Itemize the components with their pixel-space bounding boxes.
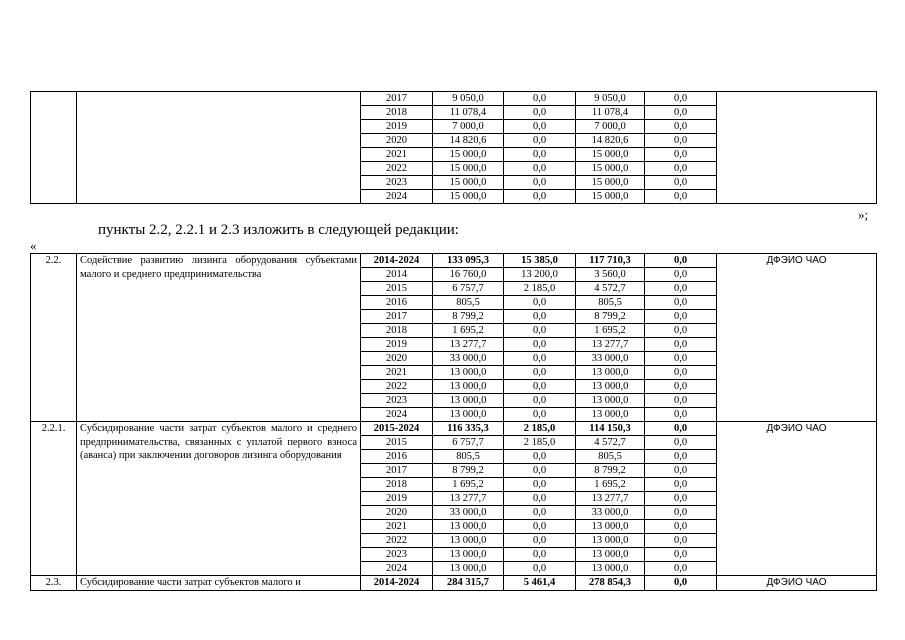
funding-cell: 15 000,0 [576, 148, 645, 162]
total-cell: 13 000,0 [433, 562, 504, 576]
funding-cell: 13 000,0 [576, 380, 645, 394]
total-cell: 13 000,0 [433, 548, 504, 562]
funding-cell: 805,5 [576, 450, 645, 464]
total-cell: 13 277,7 [433, 492, 504, 506]
funding-cell: 0,0 [645, 464, 717, 478]
funding-cell: 2 185,0 [504, 282, 576, 296]
funding-cell: 14 820,6 [576, 134, 645, 148]
item-number: 2.3. [31, 576, 77, 591]
funding-cell: 0,0 [645, 338, 717, 352]
total-cell: 1 695,2 [433, 324, 504, 338]
funding-cell: 0,0 [645, 422, 717, 436]
total-cell: 8 799,2 [433, 310, 504, 324]
total-cell: 13 000,0 [433, 366, 504, 380]
year-cell: 2018 [361, 478, 433, 492]
funding-cell: 15 385,0 [504, 254, 576, 268]
funding-cell: 0,0 [504, 408, 576, 422]
year-cell: 2022 [361, 162, 433, 176]
funding-cell: 0,0 [504, 464, 576, 478]
table-row [31, 92, 877, 106]
total-cell: 116 335,3 [433, 422, 504, 436]
funding-cell: 0,0 [504, 190, 576, 204]
funding-cell: 0,0 [504, 562, 576, 576]
funding-cell: 0,0 [504, 450, 576, 464]
funding-cell: 0,0 [504, 534, 576, 548]
funding-cell: 13 277,7 [576, 338, 645, 352]
year-cell: 2023 [361, 394, 433, 408]
year-cell: 2019 [361, 492, 433, 506]
executor-cell: ДФЭИО ЧАО [717, 576, 877, 591]
year-cell: 2016 [361, 450, 433, 464]
funding-cell: 0,0 [645, 520, 717, 534]
total-cell: 13 000,0 [433, 408, 504, 422]
funding-cell: 0,0 [645, 134, 717, 148]
description-cell [77, 92, 361, 204]
funding-cell: 13 200,0 [504, 268, 576, 282]
funding-cell: 0,0 [504, 106, 576, 120]
funding-cell: 278 854,3 [576, 576, 645, 591]
year-cell: 2022 [361, 534, 433, 548]
funding-cell: 0,0 [504, 380, 576, 394]
funding-cell: 0,0 [504, 506, 576, 520]
funding-cell: 0,0 [504, 366, 576, 380]
total-cell: 11 078,4 [433, 106, 504, 120]
total-cell: 8 799,2 [433, 464, 504, 478]
funding-cell: 0,0 [504, 176, 576, 190]
funding-cell: 0,0 [645, 296, 717, 310]
funding-cell: 15 000,0 [576, 190, 645, 204]
funding-cell: 4 572,7 [576, 436, 645, 450]
funding-cell: 9 050,0 [576, 92, 645, 106]
year-cell: 2020 [361, 134, 433, 148]
funding-cell: 0,0 [645, 148, 717, 162]
funding-cell: 0,0 [504, 92, 576, 106]
funding-cell: 805,5 [576, 296, 645, 310]
number-cell [31, 92, 77, 204]
year-cell: 2014-2024 [361, 254, 433, 268]
total-cell: 15 000,0 [433, 148, 504, 162]
total-cell: 14 820,6 [433, 134, 504, 148]
year-cell: 2024 [361, 190, 433, 204]
funding-cell: 8 799,2 [576, 310, 645, 324]
year-cell: 2016 [361, 296, 433, 310]
funding-cell: 0,0 [504, 162, 576, 176]
funding-cell: 1 695,2 [576, 478, 645, 492]
closing-quote: »; [858, 207, 869, 222]
funding-cell: 0,0 [645, 352, 717, 366]
funding-cell: 1 695,2 [576, 324, 645, 338]
funding-cell: 0,0 [504, 492, 576, 506]
funding-cell: 0,0 [645, 548, 717, 562]
year-cell: 2021 [361, 520, 433, 534]
funding-cell: 0,0 [504, 338, 576, 352]
total-cell: 13 000,0 [433, 520, 504, 534]
total-cell: 133 095,3 [433, 254, 504, 268]
total-cell: 6 757,7 [433, 282, 504, 296]
funding-cell: 3 560,0 [576, 268, 645, 282]
total-cell: 15 000,0 [433, 162, 504, 176]
funding-cell: 13 000,0 [576, 366, 645, 380]
funding-cell: 0,0 [645, 120, 717, 134]
funding-cell: 0,0 [645, 162, 717, 176]
year-cell: 2020 [361, 352, 433, 366]
funding-cell: 0,0 [504, 296, 576, 310]
year-cell: 2018 [361, 324, 433, 338]
item-number: 2.2.1. [31, 422, 77, 576]
year-cell: 2019 [361, 120, 433, 134]
amendment-intro-text: пункты 2.2, 2.2.1 и 2.3 изложить в следующей редакции: [98, 222, 459, 238]
year-cell: 2015 [361, 282, 433, 296]
funding-cell: 0,0 [645, 478, 717, 492]
item-description: Субсидирование части затрат субъектов малого и среднего предпринимательства, связанных с уплатой первого взноса (аванса) при заключении договоров лизинга оборудования [77, 422, 361, 576]
funding-cell: 13 000,0 [576, 408, 645, 422]
year-cell: 2014-2024 [361, 576, 433, 591]
funding-cell: 15 000,0 [576, 176, 645, 190]
funding-cell: 0,0 [645, 254, 717, 268]
year-cell: 2017 [361, 92, 433, 106]
funding-cell: 0,0 [645, 394, 717, 408]
funding-cell: 8 799,2 [576, 464, 645, 478]
funding-cell: 0,0 [645, 106, 717, 120]
funding-cell: 0,0 [645, 408, 717, 422]
total-cell: 16 760,0 [433, 268, 504, 282]
section-total-row [31, 254, 877, 268]
program-activities-table [30, 253, 877, 591]
year-cell: 2021 [361, 366, 433, 380]
total-cell: 1 695,2 [433, 478, 504, 492]
funding-cell: 0,0 [645, 268, 717, 282]
year-cell: 2024 [361, 408, 433, 422]
executor-cell: ДФЭИО ЧАО [717, 422, 877, 576]
funding-cell: 0,0 [504, 548, 576, 562]
year-cell: 2019 [361, 338, 433, 352]
funding-cell: 33 000,0 [576, 352, 645, 366]
funding-cell: 0,0 [645, 190, 717, 204]
funding-cell: 13 000,0 [576, 520, 645, 534]
funding-cell: 0,0 [504, 148, 576, 162]
funding-cell: 2 185,0 [504, 422, 576, 436]
funding-cell: 7 000,0 [576, 120, 645, 134]
funding-cell: 0,0 [645, 534, 717, 548]
funding-cell: 13 000,0 [576, 562, 645, 576]
year-cell: 2024 [361, 562, 433, 576]
funding-cell: 0,0 [645, 450, 717, 464]
funding-cell: 15 000,0 [576, 162, 645, 176]
funding-cell: 0,0 [645, 436, 717, 450]
funding-cell: 33 000,0 [576, 506, 645, 520]
funding-cell: 0,0 [504, 324, 576, 338]
funding-cell: 0,0 [645, 92, 717, 106]
funding-cell: 117 710,3 [576, 254, 645, 268]
year-cell: 2023 [361, 548, 433, 562]
funding-cell: 0,0 [645, 366, 717, 380]
funding-cell: 114 150,3 [576, 422, 645, 436]
opening-quote: « [30, 238, 37, 253]
funding-cell: 0,0 [645, 310, 717, 324]
funding-cell: 0,0 [504, 120, 576, 134]
total-cell: 805,5 [433, 296, 504, 310]
item-description: Субсидирование части затрат субъектов малого и [77, 576, 361, 591]
funding-cell: 0,0 [645, 380, 717, 394]
year-cell: 2017 [361, 310, 433, 324]
funding-cell: 5 461,4 [504, 576, 576, 591]
total-cell: 33 000,0 [433, 506, 504, 520]
continued-table [30, 91, 877, 204]
total-cell: 13 000,0 [433, 534, 504, 548]
funding-cell: 0,0 [504, 394, 576, 408]
year-cell: 2014 [361, 268, 433, 282]
year-cell: 2021 [361, 148, 433, 162]
executor-cell [717, 92, 877, 204]
item-number: 2.2. [31, 254, 77, 422]
total-cell: 13 277,7 [433, 338, 504, 352]
total-cell: 284 315,7 [433, 576, 504, 591]
funding-cell: 11 078,4 [576, 106, 645, 120]
funding-cell: 0,0 [645, 576, 717, 591]
total-cell: 9 050,0 [433, 92, 504, 106]
funding-cell: 13 000,0 [576, 534, 645, 548]
year-cell: 2017 [361, 464, 433, 478]
total-cell: 33 000,0 [433, 352, 504, 366]
section-total-row [31, 576, 877, 591]
funding-cell: 0,0 [645, 506, 717, 520]
total-cell: 13 000,0 [433, 394, 504, 408]
item-description: Содействие развитию лизинга оборудования субъектами малого и среднего предпринимательства [77, 254, 361, 422]
year-cell: 2020 [361, 506, 433, 520]
funding-cell: 0,0 [504, 478, 576, 492]
total-cell: 13 000,0 [433, 380, 504, 394]
total-cell: 6 757,7 [433, 436, 504, 450]
year-cell: 2023 [361, 176, 433, 190]
funding-cell: 13 000,0 [576, 394, 645, 408]
funding-cell: 0,0 [645, 562, 717, 576]
funding-cell: 13 277,7 [576, 492, 645, 506]
executor-cell: ДФЭИО ЧАО [717, 254, 877, 422]
year-cell: 2015 [361, 436, 433, 450]
funding-cell: 0,0 [645, 492, 717, 506]
funding-cell: 2 185,0 [504, 436, 576, 450]
funding-cell: 0,0 [504, 352, 576, 366]
funding-cell: 0,0 [645, 176, 717, 190]
funding-cell: 4 572,7 [576, 282, 645, 296]
year-cell: 2018 [361, 106, 433, 120]
funding-cell: 0,0 [504, 310, 576, 324]
funding-cell: 0,0 [645, 324, 717, 338]
funding-cell: 0,0 [645, 282, 717, 296]
total-cell: 15 000,0 [433, 190, 504, 204]
funding-cell: 0,0 [504, 134, 576, 148]
year-cell: 2015-2024 [361, 422, 433, 436]
section-total-row [31, 422, 877, 436]
funding-cell: 0,0 [504, 520, 576, 534]
year-cell: 2022 [361, 380, 433, 394]
total-cell: 15 000,0 [433, 176, 504, 190]
total-cell: 805,5 [433, 450, 504, 464]
funding-cell: 13 000,0 [576, 548, 645, 562]
total-cell: 7 000,0 [433, 120, 504, 134]
